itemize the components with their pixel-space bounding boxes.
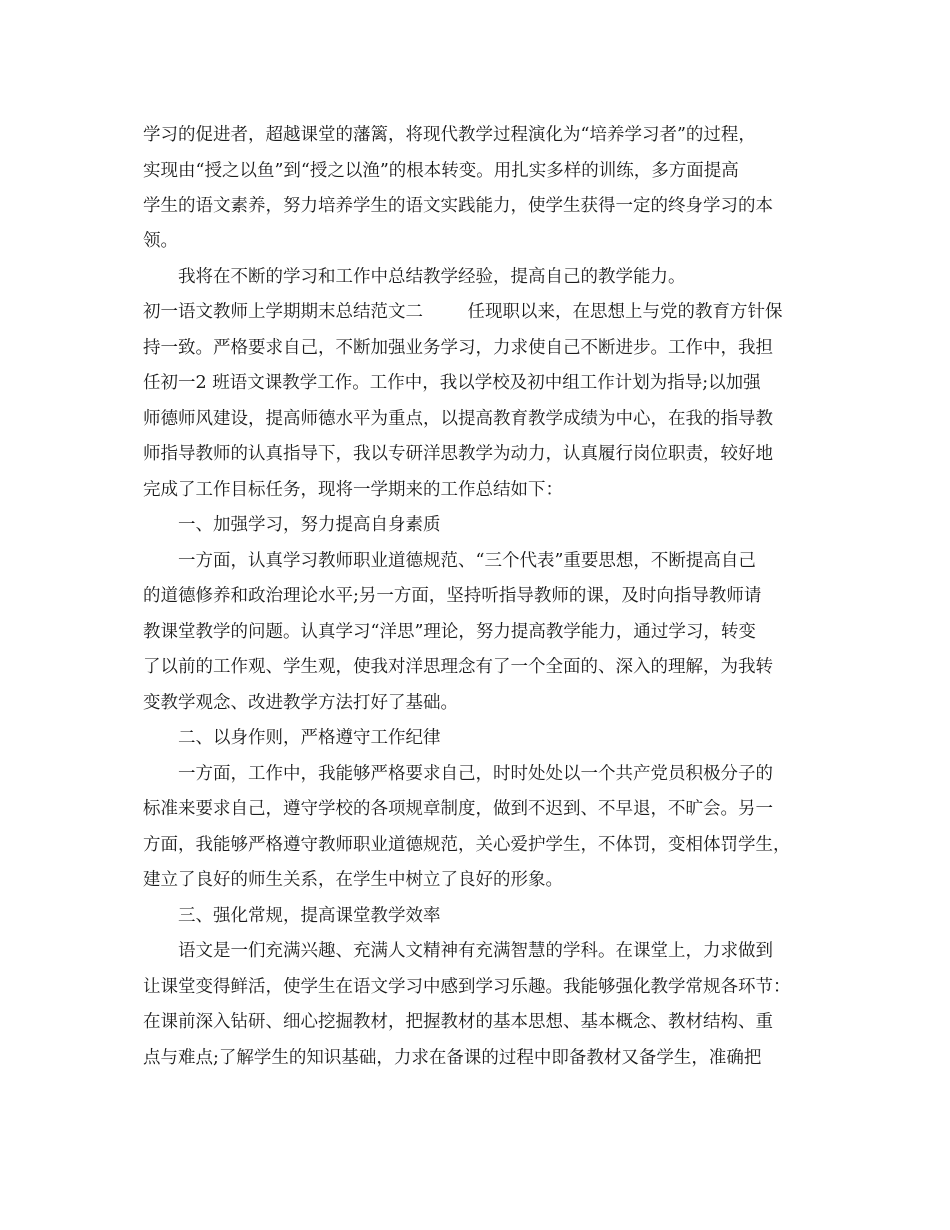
text-line: 标准来要求自己，遵守学校的各项规章制度，做到不迟到、不早退，不旷会。另一 <box>143 799 773 819</box>
text-line: 初一语文教师上学期期末总结范文二 任现职以来，在思想上与党的教育方针保 <box>143 302 783 322</box>
text-line: 领。 <box>143 231 178 251</box>
text-line: 点与难点;了解学生的知识基础，力求在备课的过程中即备教材又备学生，准确把 <box>143 1048 762 1068</box>
text-line: 方面，我能够严格遵守教师职业道德规范，关心爱护学生，不体罚，变相体罚学生， <box>143 835 791 855</box>
text-line: 在课前深入钻研、细心挖掘教材，把握教材的基本思想、基本概念、教材结构、重 <box>143 1012 773 1032</box>
text-line: 任初一2 班语文课教学工作。工作中，我以学校及初中组工作计划为指导;以加强 <box>143 373 761 393</box>
text-line: 我将在不断的学习和工作中总结教学经验，提高自己的教学能力。 <box>178 267 686 287</box>
text-line: 语文是一们充满兴趣、充满人文精神有充满智慧的学科。在课堂上，力求做到 <box>178 941 773 961</box>
text-line: 师指导教师的认真指导下，我以专研洋思教学为动力，认真履行岗位职责，较好地 <box>143 444 773 464</box>
text-line: 完成了工作目标任务，现将一学期来的工作总结如下： <box>143 480 563 500</box>
text-line: 了以前的工作观、学生观，使我对洋思理念有了一个全面的、深入的理解，为我转 <box>143 657 773 677</box>
text-line: 实现由“授之以鱼”到“授之以渔”的根本转变。用扎实多样的训练，多方面提高 <box>143 161 739 181</box>
section-heading: 三、强化常规，提高课堂教学效率 <box>178 906 441 926</box>
text-line: 学生的语文素养，努力培养学生的语文实践能力，使学生获得一定的终身学习的本 <box>143 196 773 216</box>
text-line: 一方面，认真学习教师职业道德规范、“三个代表”重要思想，不断提高自己 <box>178 551 756 571</box>
text-line: 变教学观念、改进教学方法打好了基础。 <box>143 693 458 713</box>
text-line: 让课堂变得鲜活，使学生在语文学习中感到学习乐趣。我能够强化教学常规各环节： <box>143 977 791 997</box>
text-line: 教课堂教学的问题。认真学习“洋思”理论，努力提高教学能力，通过学习，转变 <box>143 622 756 642</box>
text-line: 师德师风建设，提高师德水平为重点，以提高教育教学成绩为中心，在我的指导教 <box>143 409 773 429</box>
text-line: 一方面，工作中，我能够严格要求自己，时时处处以一个共产党员积极分子的 <box>178 764 773 784</box>
section-heading: 二、以身作则，严格遵守工作纪律 <box>178 728 441 748</box>
text-line: 持一致。严格要求自己，不断加强业务学习，力求使自己不断进步。工作中，我担 <box>143 338 773 358</box>
section-heading: 一、加强学习，努力提高自身素质 <box>178 515 441 535</box>
text-line: 的道德修养和政治理论水平;另一方面，坚持听指导教师的课，及时向指导教师请 <box>143 586 762 606</box>
text-line: 建立了良好的师生关系，在学生中树立了良好的形象。 <box>143 870 563 890</box>
text-line: 学习的促进者，超越课堂的藩篱，将现代教学过程演化为“培养学习者”的过程， <box>143 125 756 145</box>
